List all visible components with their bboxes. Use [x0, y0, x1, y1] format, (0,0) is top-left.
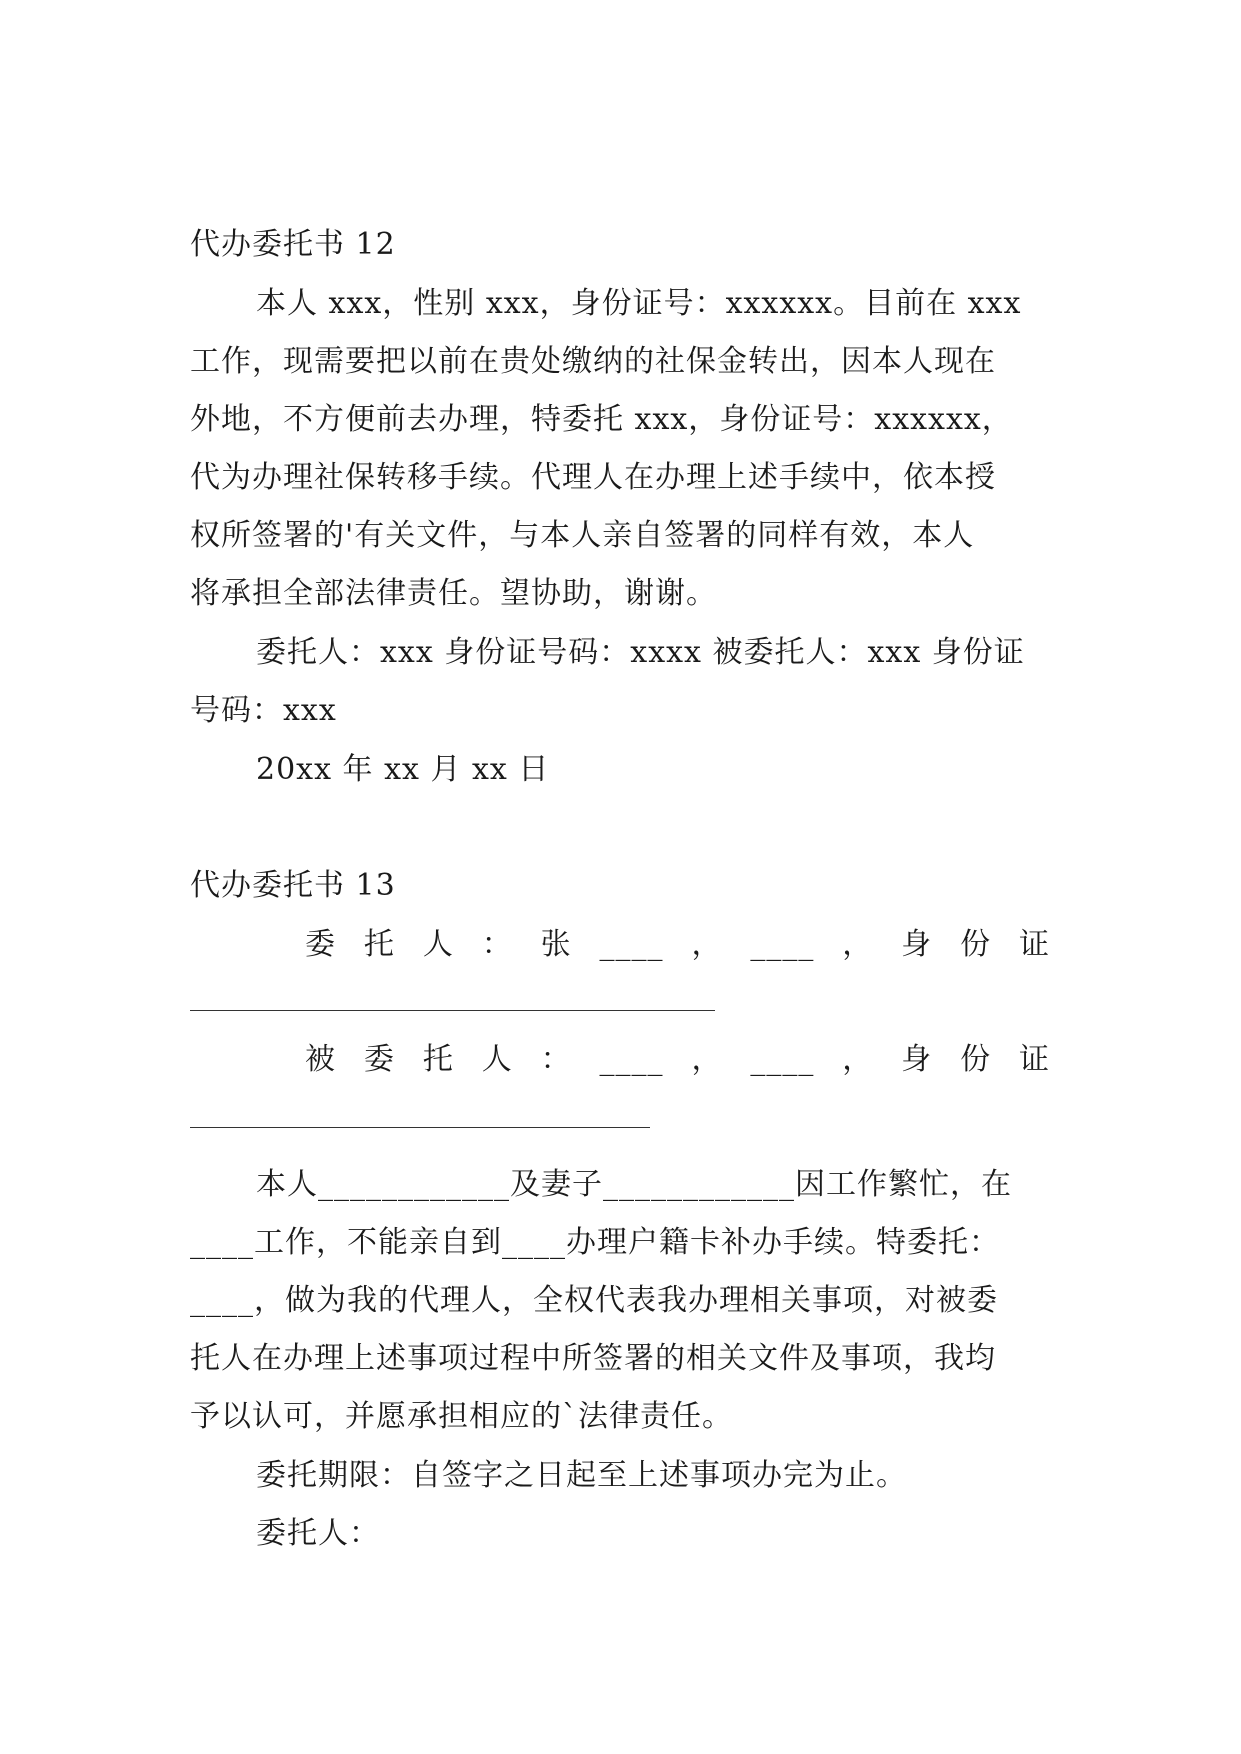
agent-token: ，: [691, 1042, 723, 1077]
blank-field: ____: [750, 927, 815, 962]
principal-token: ，: [842, 927, 874, 962]
blank-field: ____: [599, 1042, 664, 1077]
blank-field: ____: [750, 1042, 815, 1077]
section13-body-line: ____工作，不能亲自到____办理户籍卡补办手续。特委托：: [190, 1225, 1000, 1260]
section12-body-line: 本人 xxx，性别 xxx，身份证号：xxxxxx。目前在 xxx: [256, 286, 1022, 321]
principal-token: 人: [422, 927, 454, 962]
section12-body-line: 代为办理社保转移手续。代理人在办理上述手续中，依本授: [190, 460, 996, 495]
principal-token: 身: [901, 927, 933, 962]
section13-body-line: 托人在办理上述事项过程中所签署的相关文件及事项，我均: [190, 1341, 996, 1376]
agent-id-line: [305, 1040, 1050, 1080]
agent-token: 份: [960, 1042, 992, 1077]
section12-body-line: 权所签署的'有关文件，与本人亲自签署的同样有效，本人: [190, 518, 975, 553]
principal-token: ，: [691, 927, 723, 962]
agent-id-blank-rule: [190, 1127, 650, 1128]
section12-date: 20xx 年 xx 月 xx 日: [256, 752, 550, 787]
section13-body-line: ____，做为我的代理人，全权代表我办理相关事项，对被委: [190, 1283, 998, 1318]
agent-token: ：: [540, 1042, 572, 1077]
principal-token: 托: [363, 927, 395, 962]
agent-token: 身: [901, 1042, 933, 1077]
agent-token: 委: [363, 1042, 395, 1077]
principal-id-line: [305, 925, 1050, 965]
section12-body-line: 工作，现需要把以前在贵处缴纳的社保金转出，因本人现在: [190, 344, 996, 379]
section13-body-line: 予以认可，并愿承担相应的`法律责任。: [190, 1399, 733, 1434]
section12-signer-line: 号码：xxx: [190, 693, 337, 728]
section13-body-line: 本人____________及妻子____________因工作繁忙，在: [256, 1167, 1012, 1202]
principal-token: ：: [481, 927, 513, 962]
section13-principal-sign: 委托人：: [256, 1516, 380, 1551]
principal-token: 委: [305, 927, 336, 962]
blank-field: ____: [599, 927, 664, 962]
principal-token: 份: [960, 927, 992, 962]
principal-token: 张: [540, 927, 572, 962]
agent-token: 托: [422, 1042, 454, 1077]
section13-term: 委托期限：自签字之日起至上述事项办完为止。: [256, 1458, 907, 1493]
section12-body-line: 外地，不方便前去办理，特委托 xxx，身份证号：xxxxxx，: [190, 402, 1013, 437]
section13-title: 代办委托书 13: [190, 868, 396, 903]
section12-body-line: 将承担全部法律责任。望协助，谢谢。: [190, 576, 717, 611]
section12-signer-line: 委托人：xxx 身份证号码：xxxx 被委托人：xxx 身份证: [256, 635, 1025, 670]
agent-token: 人: [481, 1042, 513, 1077]
section12-title: 代办委托书 12: [190, 227, 396, 262]
agent-token: 证: [1018, 1042, 1050, 1077]
principal-token: 证: [1018, 927, 1050, 962]
agent-token: ，: [842, 1042, 874, 1077]
principal-id-blank-rule: [190, 1010, 715, 1011]
agent-token: 被: [305, 1042, 336, 1077]
